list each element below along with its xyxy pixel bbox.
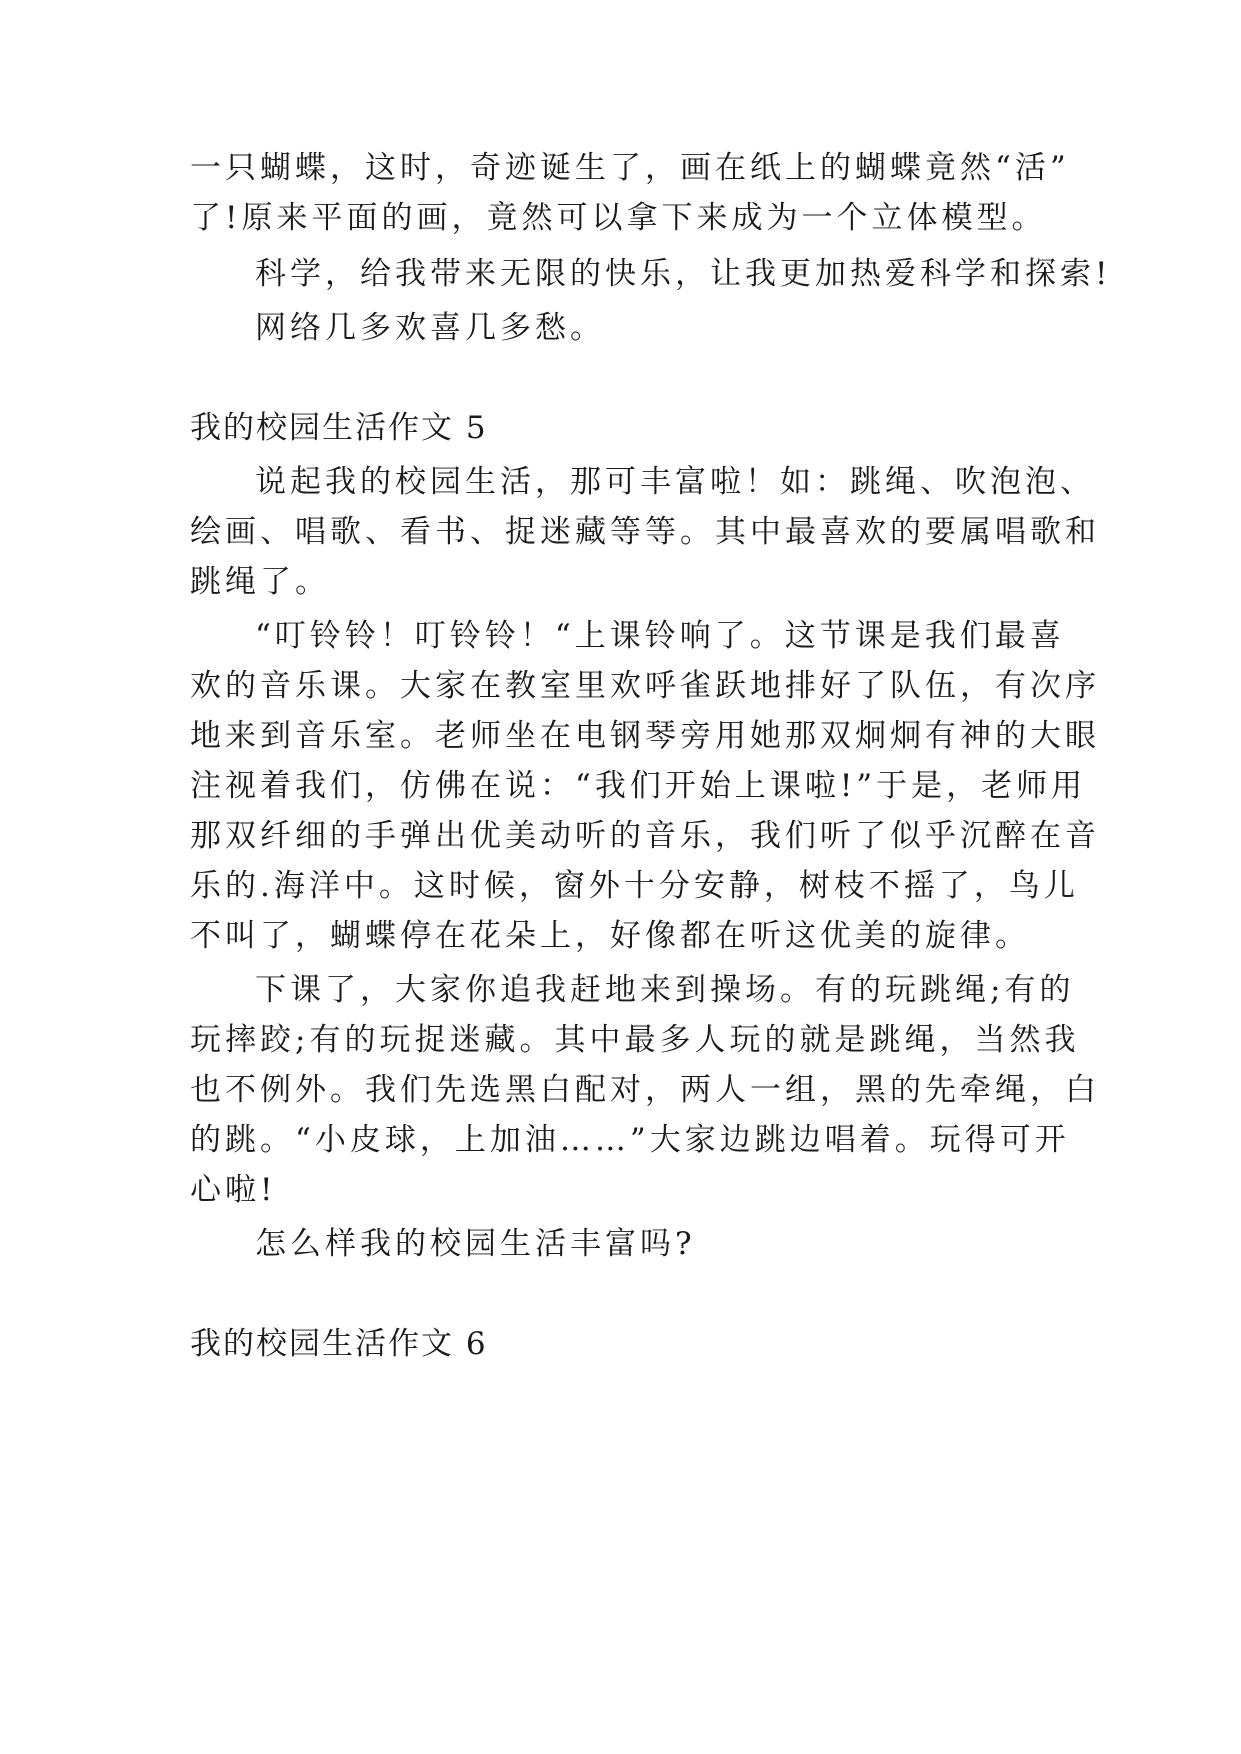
paragraph-line: 注视着我们，仿佛在说：“我们开始上课啦!”于是，老师用: [190, 768, 1087, 804]
paragraph-line: 也不例外。我们先选黑白配对，两人一组，黑的先牵绳，白: [190, 1072, 1100, 1108]
paragraph-line: 欢的音乐课。大家在教室里欢呼雀跃地排好了队伍，有次序: [190, 668, 1100, 704]
section-title-5: 我的校园生活作文 5: [190, 410, 488, 446]
paragraph-line: 怎么样我的校园生活丰富吗?: [255, 1226, 696, 1262]
paragraph-line: 说起我的校园生活，那可丰富啦！如：跳绳、吹泡泡、: [255, 464, 1095, 500]
paragraph-line: 玩摔跤;有的玩捉迷藏。其中最多人玩的就是跳绳，当然我: [190, 1022, 1080, 1058]
paragraph-line: 那双纤细的手弹出优美动听的音乐，我们听了似乎沉醉在音: [190, 818, 1100, 854]
paragraph-line: 跳绳了。: [190, 564, 330, 600]
paragraph-line: 下课了，大家你追我赶地来到操场。有的玩跳绳;有的: [255, 972, 1075, 1008]
paragraph-line: 不叫了，蝴蝶停在花朵上，好像都在听这优美的旋律。: [190, 918, 1030, 954]
paragraph-line: 绘画、唱歌、看书、捉迷藏等等。其中最喜欢的要属唱歌和: [190, 514, 1100, 550]
paragraph-line: 网络几多欢喜几多愁。: [255, 310, 605, 346]
paragraph-line: 了!原来平面的画，竟然可以拿下来成为一个立体模型。: [190, 200, 1047, 236]
paragraph-line: 科学，给我带来无限的快乐，让我更加热爱科学和探索!: [255, 256, 1112, 292]
section-title-6: 我的校园生活作文 6: [190, 1326, 488, 1362]
paragraph-line: 乐的.海洋中。这时候，窗外十分安静，树枝不摇了，鸟儿: [190, 868, 1079, 904]
paragraph-line: “叮铃铃！叮铃铃！“上课铃响了。这节课是我们最喜: [255, 618, 1065, 654]
paragraph-line: 地来到音乐室。老师坐在电钢琴旁用她那双炯炯有神的大眼: [190, 718, 1100, 754]
paragraph-line: 的跳。“小皮球，上加油……”大家边跳边唱着。玩得可开: [190, 1122, 1070, 1158]
paragraph-line: 一只蝴蝶，这时，奇迹诞生了，画在纸上的蝴蝶竟然“活”: [190, 150, 1070, 186]
paragraph-line: 心啦!: [190, 1172, 277, 1208]
